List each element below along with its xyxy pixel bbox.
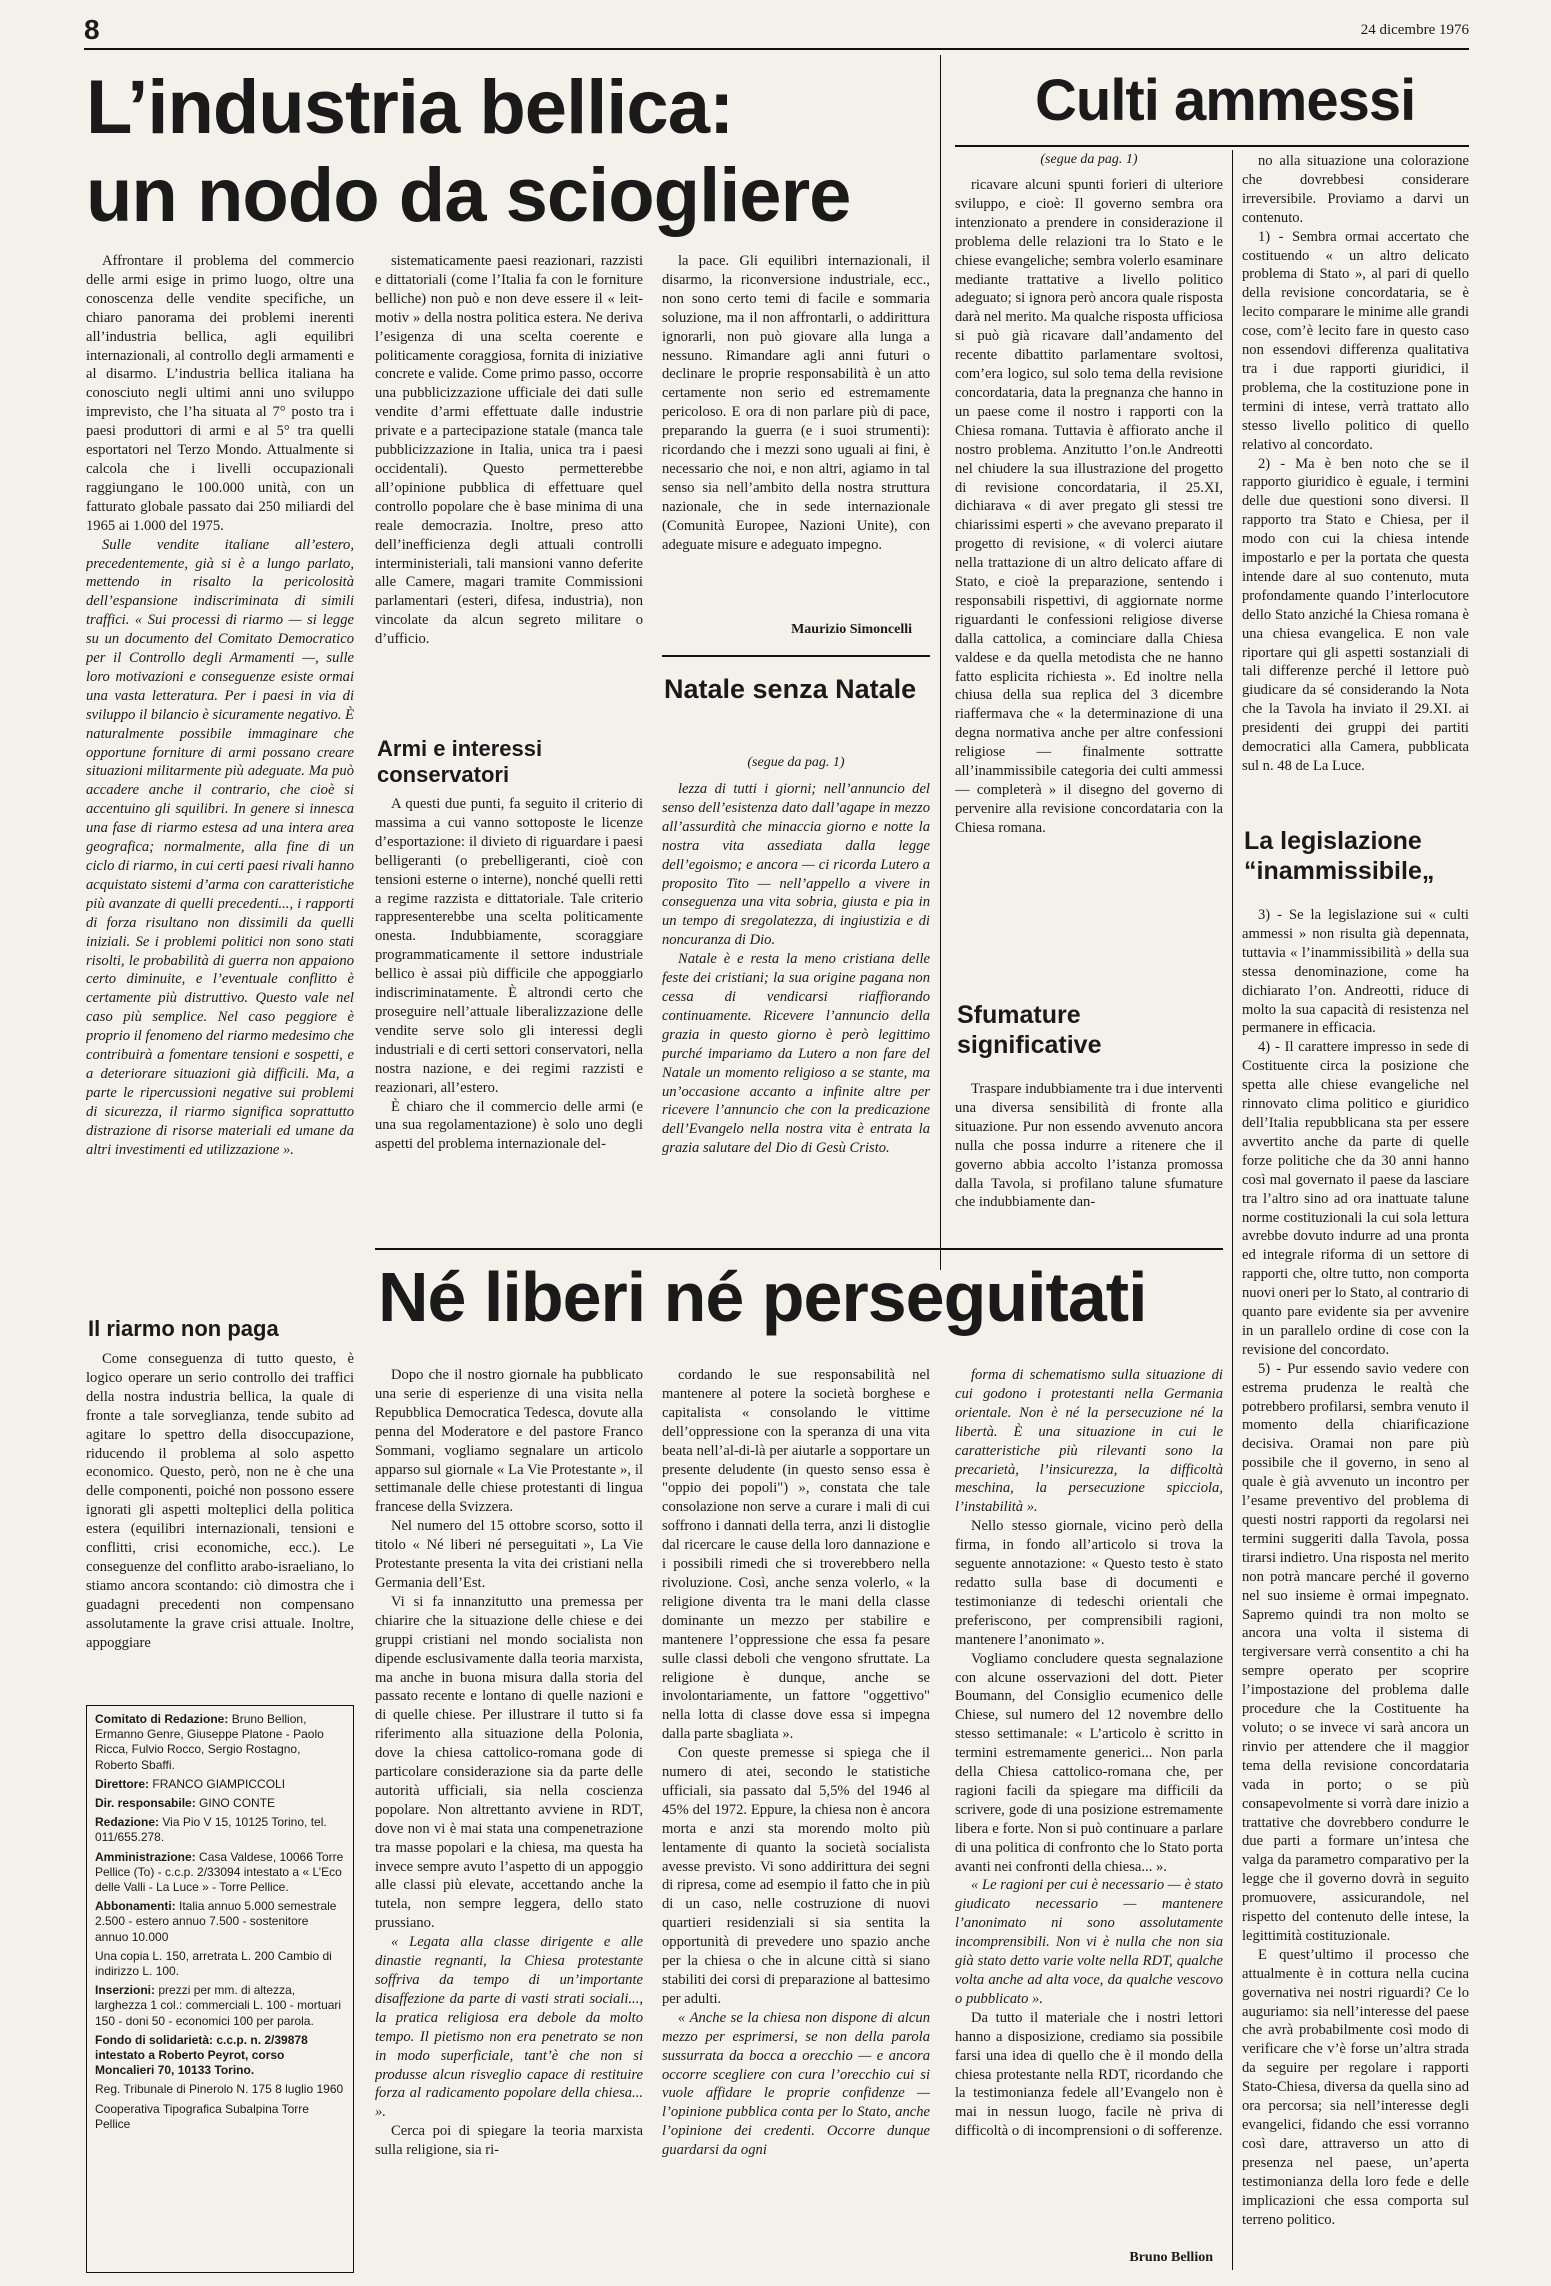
industria-column-2b — [375, 795, 643, 1235]
natale-rule — [662, 655, 930, 657]
paragraph: E quest’ultimo il processo che attualmente è in cottura nella cucina governativa nei nostri riguardi? Ce lo auguriamo: sia nell’interesse del paese che avrà probabilmente così modo di verificare che v’è forse un’altra strada da seguire per regolare i rapporti Stato-Chiesa, diversa da quella sino ad ora percorsa; sia nell’interesse degli evangelici, fidando che essi vorranno così dare, attraverso un atto di presenza nel paese, un’aperta testimonianza della loro fede e delle implicazioni che essa comporta sul terreno politico. — [1242, 1946, 1469, 2228]
column-divider-right — [1232, 150, 1233, 2270]
industria-column-3 — [662, 252, 930, 602]
colophon-label: Fondo di solidarietà: — [95, 2032, 214, 2047]
signature-simoncelli: Maurizio Simoncelli — [791, 622, 912, 637]
industria-headline-2: un nodo da sciogliere — [86, 153, 851, 238]
paragraph: Natale è e resta la meno cristiana delle feste dei cristiani; la sua origine pagana non cessa di vendicarsi riaffiorando continuamente. Ricevere l’annuncio della grazia in questo giorno è però legittimo purché impariamo da Lutero a non fare del Natale un momento religioso a se stante, ma un’occasione accanto a infinite altre per ricevere l’annuncio che con la predicazione dell’Evangelo nella nostra vita è entrata la grazia salutare del Dio di Gesù Cristo. — [662, 951, 930, 1157]
paragraph: cordando le sue responsabilità nel mantenere al potere la società borghese e capitalista « consolando le vittime dell’oppressione con la speranza di una vita beata nell’al-di-là per aiutarle a sopportare un presente deludente (in questo senso essa è "oppio dei popoli") », constata che tale consolazione non serve a curare i mali di cui soffrono i dannati della terra, anzi li distoglie dal ricercare le cause della loro dannazione e i possibili rimedi che si troverebbero nella rivoluzione. Così, anche senza volerlo, « la religione diventa tra le mani della classe dominante un mezzo per stabilire e mantenere l’oppressione che essa fa pesare sulle classi deboli che vengono sfruttate. La religione è dunque, anche se involontariamente, un fattore "oggettivo" nella lotta di classe dove essa si impegna dalla parte sbagliata ». — [662, 1367, 930, 1743]
paragraph: sistematicamente paesi reazionari, razzisti e dittatoriali (come l’Italia fa con le forniture belliche) non può e non deve essere il « leit-motiv » della nostra politica estera. Ne deriva l’esigenza di una scelta coerente e politicamente coraggiosa, fornita di iniziative concrete e valide. Come primo passo, occorre una pubblicizzazione ufficiale dei dati sulle vendite d’armi effettuate dalle industrie private e a partecipazione statale (manca tale pubblicizzazione in Italia, unica tra i paesi occidentali). Questo permetterebbe all’opinione pubblica di effettuare quel controllo popolare che è base minima di una reale democrazia. Inoltre, preso atto dell’inefficienza degli attuali controlli interministeriali, tali mansioni vanno deferite alle Camere, magari tramite Commissioni parlamentari (esteri, difesa, industria), non vincolate da alcun segreto militare o d’ufficio. — [375, 253, 643, 648]
paragraph: 4) - Il carattere impresso in sede di Costituente circa la posizione che spetta alle chiese evangeliche nel rinnovato clima politico e giuridico dell’Italia repubblicana sta per essere avvertito anche da parte di quelle forze politiche che da 30 anni hanno così mal governato il paese da lasciare tra l’altro sino ad ora inattuate talune norme costituzionali la cui sola lettura avrebbe dovuto indurre ad una pronta ed integrale riforma di un settore di rapporti che, oltre tutto, non comporta nuovi oneri per lo Stato, al contrario di quanto pare evidente sia per avvenire in un parallelo ordine di cose con la revisione del concordato. — [1242, 1039, 1469, 1358]
paragraph: 3) - Se la legislazione sui « culti ammessi » non risulta già depennata, tuttavia « l’inammissibilità » della sua stessa denominazione, come ha dichiarato l’on. Andreotti, riduce di molto la sua capacità di resistenza nel permanere in efficacia. — [1242, 907, 1469, 1037]
colophon-label: Direttore: — [95, 1776, 150, 1791]
paragraph: Vi si fa innanzitutto una premessa per chiarire che la situazione delle chiese e dei gruppi cristiani nel mondo socialista non dipende esclusivamente dalla teoria marxista, ma anche in buona misura dalla storia del passato recente e lontano di quelle nazioni e di quelle chiese. Per illustrare il tutto si fa riferimento alla situazione della Polonia, dove la chiesa cattolico-romana gode di particolare considerazione sia da parte delle autorità ufficiali, sia nella coscienza popolare. Non altrettanto avviene in RDT, dove non vi è mai stata una compenetrazione tra masse popolari e la chiesa, ma questa ha invece sempre avuto l’aspetto di un appoggio alle classi più elevate, accettando anche la tutela, non sempre leggera, dello stato prussiano. — [375, 1593, 643, 1932]
paragraph: A questi due punti, fa seguito il criterio di massima a cui vanno sottoposte le licenze d’esportazione: il divieto di riguardare i paesi belligeranti (o prebelligeranti, cioè con tensioni esterne o interne), nonché quelli retti a regime razzista e dittatoriale. Tale criterio rappresenterebbe una scelta politicamente onesta. Indubbiamente, scoraggiare programmaticamente il settore industriale bellico è assai più difficile che appoggiarlo indiscriminatamente. È altrondi certo che proseguire nell’attuale liberalizzazione delle vendite serve solo gli interessi degli industriali e di certi settori conservatori, nella nostra nazione, e dei regimi razzisti e reazionari, all’estero. — [375, 796, 643, 1096]
paragraph: Sulle vendite italiane all’estero, precedentemente, già si è a lungo parlato, mettendo in risalto la pericolosità dell’espansione indiscriminata di simili traffici. « Sui processi di riarmo — si legge su un documento del Comitato Democratico per il Controllo degli Armamenti —, sulle loro motivazioni e conseguenze esiste ormai una vasta letteratura. Per i paesi in via di sviluppo il bilancio è sicuramente negativo. È naturalmente possibile immaginare che opportune forniture di armi possano creare situazioni militarmente più adeguate. Ma può accadere anche il contrario, che cioè si accentuino gli squilibri. In genere si innesca una fase di riarmo estesa ad una intera area geografica; normalmente, alla fine di un ciclo di riarmo, in cui certi paesi rivali hanno acquistato sistemi d’arma con caratteristiche più avanzate di quelli precedenti..., i rapporti di forza risultano non dissimili da quelli iniziali. Se i problemi politici non sono stati risolti, le probabilità di guerra non appaiono certo diminuite, e l’eventuale conflitto è certamente più distruttivo. Questo vale nel caso più semplice. Nel caso peggiore è proprio il fenomeno del riarmo medesimo che contribuirà a fomentare tensioni e sospetti, e a deteriorare situazioni già difficili. Ma, a parte le ripercussioni negative sui problemi di sicurezza, il riarmo significa soprattutto distrazione di risorse materiali ed umane da altri investimenti ed utilizzazione ». — [86, 536, 354, 1158]
paragraph: « Legata alla classe dirigente e alle dinastie regnanti, la Chiesa protestante soffriva da tempo di un’importante disaffezione da parte di vasti strati sociali..., la pratica religiosa era debole da molto tempo. Il pietismo non era penetrato se non in modo superficiale, tant’è che non si produsse alcun risveglio capace di restituire forza al radicamento popolare della chiesa... ». — [375, 1934, 643, 2121]
culti-column-4 — [955, 176, 1223, 988]
subhead-riarmo: Il riarmo non paga — [88, 1316, 279, 1341]
liberi-column-2 — [662, 1366, 930, 2271]
issue-date: 24 dicembre 1976 — [1360, 22, 1469, 38]
paragraph: È chiaro che il commercio delle armi (e una sua regolamentazione) è solo uno degli aspetti del problema internazionale del- — [375, 1098, 643, 1153]
subhead-sfumature: Sfumature significative — [957, 1001, 1102, 1059]
paragraph: Affrontare il problema del commercio delle armi esige in primo luogo, oltre una conoscenza delle vendite specifiche, un chiaro panorama dei problemi inerenti all’industria bellica, agli equilibri internazionali, al controllo degli armamenti e al disarmo. L’industria bellica italiana ha conosciuto negli ultimi anni uno sviluppo imprevisto, che l’ha situata al 7° posto tra i paesi produttori di armi e al 5° tra quelli esportatori nel Terzo Mondo. Attualmente si calcola che i livelli occupazionali raggiungano le 100.000 unità, con un fatturato globale passato dai 250 miliardi del 1965 ai 1.000 del 1975. — [86, 253, 354, 534]
colophon-coop: Cooperativa Tipografica Subalpina Torre Pellice — [95, 2101, 309, 2131]
industria-column-1 — [86, 252, 354, 1312]
page-number: 8 — [84, 14, 100, 45]
liberi-rule — [375, 1248, 1223, 1250]
subhead-armi: Armi e interessi conservatori — [377, 736, 543, 787]
colophon-value: Italia annuo 5.000 semestrale 2.500 - estero annuo 7.500 - sostenitore annuo 10.000 — [95, 1899, 337, 1944]
industria-headline-1: L’industria bellica: — [86, 65, 734, 150]
culti-column-4b — [955, 1080, 1223, 1230]
signature-bellion: Bruno Bellion — [1129, 2250, 1213, 2265]
paragraph: Dopo che il nostro giornale ha pubblicato una serie di esperienze di una visita nella Repubblica Democratica Tedesca, dovute alla penna del Moderatore e del pastore Franco Sommani, vogliamo segnalare un articolo apparso sul giornale « La Vie Protestante », il settimanale delle chiese protestanti di lingua francese della Svizzera. — [375, 1367, 643, 1516]
colophon-box — [86, 1705, 354, 2273]
paragraph: lezza di tutti i giorni; nell’annuncio del senso dell’esistenza dato dall’agape in mezzo all’assurdità che minaccia giorno e notte la nostra vita assediata dalla legge dell’egoismo; e ancora — ci ricorda Lutero a proposito Tito — nell’appello a vivere in conseguenza una vita sobria, giusta e pia in un tempo di sregolatezza, di ingiustizia e di noncuranza di Dio. — [662, 781, 930, 949]
paragraph: 2) - Ma è ben noto che se il rapporto giuridico è eguale, i termini delle due questioni sono diversi. Il rapporto tra Stato e Chiesa, per il modo con cui la chiesa intende impostarlo e per la portata che questa intende dare al suo contenuto, muta profondamente quando l’interlocutore dello Stato anziché la Chiesa romana è una chiesa evangelica. E non vale riportare qui gli aspetti sostanziali di tali differenze perché il lettore può giudicare da sé considerando la Nota che la Tavola ha inviato il 29.XI. ai presidenti dei gruppi dei partiti democratici alla Camera, pubblicata sul n. 48 de La Luce. — [1242, 455, 1469, 774]
liberi-column-3 — [955, 1366, 1223, 2241]
colophon-label: Dir. responsabile: — [95, 1796, 196, 1811]
paragraph: Come conseguenza di tutto questo, è logico operare un serio controllo dei traffici della nostra industria bellica, la quale di fronte a tale sorveglianza, tende subito ad agitare lo spettro della disoccupazione, riducendo il problema al solo aspetto economico. Questo, però, non ne è che una delle componenti, poiché non possono essere ignorati gli aspetti molteplici della politica estera (equilibri internazionali, tensioni e conflitti, crisi economiche, ecc.). Le conseguenze del conflitto arabo-israeliano, lo stiamo ancora scontando: ciò dimostra che i guadagni precedenti non compensano assolutamente la grave crisi attuale. Inoltre, appoggiare — [86, 1351, 354, 1651]
paragraph: Nel numero del 15 ottobre scorso, sotto il titolo « Né liberi né perseguitati », La Vie Protestante presenta la vita dei cristiani nella Germania dell’Est. — [375, 1518, 643, 1591]
paragraph: Da tutto il materiale che i nostri lettori hanno a disposizione, crediamo sia possibile farsi una idea di quello che è il mondo della chiesa protestante nella RDT, ricordando che la testimonianza fedele all’Evangelo non è mai in nessun luogo, facile nè priva di difficoltà o di incomprensioni o di sofferenze. — [955, 2009, 1223, 2140]
paragraph: Vogliamo concludere questa segnalazione con alcune osservazioni del dott. Pieter Boumann, del Consiglio ecumenico delle Chiese, sul numero del 12 novembre dello stesso settimanale: « L’articolo è scritto in termini estremamente generici... Non parla della Chiesa cattolico-romana che, per ragioni facili da spiegare ma difficili da scrivere, gode di una posizione estremamente libera e forte. Non si può continuare a parlare di una politica di confronto che lo Stato porta avanti nei confronti della chiesa... ». — [955, 1650, 1223, 1875]
colophon-value: Via Pio V 15, 10125 Torino, tel. 011/655.278. — [95, 1815, 327, 1845]
top-rule — [84, 48, 1469, 50]
liberi-column-1 — [375, 1366, 643, 2271]
colophon-value: c.c.p. n. 2/39878 intestato a Roberto Peyrot, corso Moncalieri 70, 10133 Torino. — [95, 2032, 308, 2078]
natale-segue: (segue da pag. 1) — [747, 755, 845, 770]
paragraph: 1) - Sembra ormai accertato che costituendo « un altro delicato problema di Stato », al pari di quello della revisione concordataria, se è lecito comparare le minime alle grandi cose, com’è lecito fare in questo caso non essendovi differenza qualitativa tra i due rapporti giuridici, il problema, che la costituzione pone in termini di intese, verrà trattato allo stesso livello politico di quello relativo al concordato. — [1242, 228, 1469, 453]
colophon-value: Bruno Bellion, Ermanno Genre, Giuseppe Platone - Paolo Ricca, Fulvio Rocco, Sergio Rostagno, Roberto Sbaffi. — [95, 1712, 324, 1772]
colophon-label: Abbonamenti: — [95, 1899, 176, 1914]
culti-headline: Culti ammessi — [1035, 68, 1416, 133]
natale-headline: Natale senza Natale — [664, 674, 917, 704]
paragraph: no alla situazione una colorazione che dovrebbesi considerare irreversibile. Proviamo a darvi un contenuto. — [1242, 153, 1469, 226]
culti-column-5 — [1242, 152, 1469, 812]
colophon-label: Comitato di Redazione: — [95, 1712, 229, 1726]
paragraph: ricavare alcuni spunti forieri di ulteriore sviluppo, e cioè: Il governo sembra ora intenzionato a prendere in considerazione il problema delle relazioni tra lo Stato e le chiese evangeliche; sembra volerlo esaminare mediante trattative a livello politico adeguato; si ignora però ancora quale risposta darà nel merito. Ma qualche risposta ufficiosa si può già ricavare dall’andamento del recente dibattito parlamentare svoltosi, com’era logico, sul solo tema della revisione concordataria, data la pregnanza che hanno in un paese come il nostro i rapporti con la Chiesa romana. Tuttavia è affiorato anche il nostro problema. Anzitutto l’on.le Andreotti nel chiudere la sua illustrazione del progetto di revisione concordataria, il 25.XI, dichiarava « di aver pregato gli stessi tre chiarissimi esperti » che avevano preparato il progetto di revisione, « di volerci aiutare nella trattazione di un altro delicato affare di Stato, e cioè la preparazione, sentendo i responsabili rispettivi, di aggiornate norme riguardanti le confessioni religiose diverse dalla cattolica, a cominciare dalla Chiesa valdese e da quella metodista che ne hanno fatto esplicita richiesta ». Ed inoltre nella chiusa della sua replica del 3 dicembre riaffermava che « la determinazione di una degna normativa anche per altre confessioni religiose — finalmente sottratte all’inammissibile categoria dei culti ammessi — completerà » il disegno del governo di pervenire alla revisione concordataria con la Chiesa romana. — [955, 177, 1223, 836]
column-divider-culti — [940, 55, 941, 1270]
paragraph: Nello stesso giornale, vicino però della firma, in fondo all’articolo si trova la seguente annotazione: « Questo testo è stato redatto sulla base di documenti e testimonianze di tedeschi orientali che preferiscono, per comprensibili ragioni, mantenere l’anonimato ». — [955, 1518, 1223, 1648]
colophon-value: Casa Valdese, 10066 Torre Pellice (To) - c.c.p. 2/33094 intestato a « L’Eco delle Valli - La Luce » - Torre Pellice. — [95, 1849, 344, 1895]
culti-rule — [955, 145, 1469, 147]
colophon-copia: Una copia L. 150, arretrata L. 200 Cambio di indirizzo L. 100. — [95, 1948, 332, 1979]
paragraph: Con queste premesse si spiega che il numero di atei, secondo le statistiche ufficiali, sia passato dal 5,5% del 1946 al 45% del 1972. Eppure, la chiesa non è ancora morta e anzi sta morendo molto più lentamente di quanto la società socialista avesse previsto. Vi sono addirittura dei segni di ripresa, come ad esempio il fatto che in più di un caso, nelle costruzione di nuovi quartieri residenziali si sia sentita la opportunità di prevedere uno spazio anche per la chiesa o che in alcune città si siano stabiliti dei corsi di preparazione al battesimo per adulti. — [662, 1745, 930, 2007]
culti-column-5b — [1242, 906, 1469, 2276]
paragraph: Traspare indubbiamente tra i due interventi una diversa sensibilità di fronte alla situazione. Pur non essendo avvenuto ancora nulla che possa indurre a ritenere che il governo abbia accolto l’istanza promossa dalla Tavola, si profilano talune sfumature che indubbiamente dan- — [955, 1081, 1223, 1211]
paragraph: la pace. Gli equilibri internazionali, il disarmo, la riconversione industriale, ecc., non sono certo temi di facile e sommaria soluzione, ma il non affrontarli, o addirittura ignorarli, non può giovare alla lunga a nessuno. Rimandare agli anni futuri o declinare le proprie responsabilità è un atto certamente non serio ed estremamente pericoloso. E ora di non parlare più di pace, preparando la guerra (e i suoi strumenti): ricordando che i mezzi sono uguali ai fini, è necessario che noi, e non altri, agiamo in tal senso sia nell’ambito della nostra struttura nazionale, che in sede internazionale (Comunità Europee, Nazioni Unite), con adeguate misure e adeguato impegno. — [662, 253, 930, 553]
colophon-label: Inserzioni: — [95, 1983, 156, 1998]
industria-column-1b — [86, 1350, 354, 1690]
paragraph: « Le ragioni per cui è necessario — è stato giudicato necessario — mantenere l’anonimato ni sono assolutamente incomprensibili. Non vi è nulla che non sia già stato detto varie volte nella RDT, qualche volta anche ad alta voce, da qualche vescovo o pubblicato ». — [955, 1877, 1223, 2007]
natale-column — [662, 780, 930, 1235]
colophon-reg: Reg. Tribunale di Pinerolo N. 175 8 luglio 1960 — [95, 2082, 344, 2097]
colophon-label: Amministrazione: — [95, 1849, 196, 1864]
culti-segue: (segue da pag. 1) — [1040, 152, 1138, 167]
liberi-headline: Né liberi né perseguitati — [378, 1258, 1147, 1336]
colophon-value: prezzi per mm. di altezza, larghezza 1 col.: commerciali L. 100 - mortuari 150 - doni 50 - economici 100 per parola. — [95, 1983, 342, 2028]
paragraph: « Anche se la chiesa non dispone di alcun mezzo per esprimersi, se non della parola sussurrata da bocca a orecchio — e ancora occorre scegliere con cura l’orecchio cui si vuole affidare le proprie confidenze — l’opinione pubblica conta per lo Stato, anche l’opinione dei credenti. Occorre dunque guardarsi da ogni — [662, 2009, 930, 2159]
colophon-value: FRANCO GIAMPICCOLI — [152, 1776, 286, 1791]
subhead-legislazione: La legislazione “inammissibile„ — [1244, 827, 1435, 885]
industria-column-2 — [375, 252, 643, 722]
colophon-label: Redazione: — [95, 1815, 160, 1830]
colophon-value: GINO CONTE — [199, 1796, 276, 1811]
paragraph: Cerca poi di spiegare la teoria marxista sulla religione, sia ri- — [375, 2123, 643, 2159]
paragraph: 5) - Pur essendo savio vedere con estrema prudenza le realtà che potrebbero profilarsi, sembra venuto il momento della chiarificazione decisiva. Oramai non pare più possibile che il governo, in seno al quale è già avvenuto un incontro per l’esame preventivo del problema di questi nostri rapporti da regolarsi nei termini suggeriti dalla Tavola, possa tirarsi indietro. Una risposta nel merito non potrà mancare perché il governo nel suo insieme è ormai impegnato. Sapremo quindi tra non molto se ancora una volta il sistema di tergiversare verrà consentito a chi ha sempre operato per scoprire l’impostazione del problema dalle procedure che la Costituente ha voluto; o se invece vi sarà ancora un rinvio per attendere che il maggior tema della revisione concordataria vada in porto; o se più consapevolmente si vorrà dare inizio a trattative che dovrebbero condurre le due parti a formare un’intesa che valga da parametro comparativo per la legge che il governo dovrà in seguito promuovere, assicurandole, nel rispetto del contenuto delle intese, la legittimità costituzionale. — [1242, 1360, 1469, 1944]
paragraph: forma di schematismo sulla situazione di cui godono i protestanti nella Germania orientale. Non è né la persecuzione né la libertà. È una situazione in cui le caratteristiche più rilevanti sono la precarietà, l’insicurezza, la difficoltà meschina, la persecuzione spicciola, l’instabilità ». — [955, 1367, 1223, 1516]
